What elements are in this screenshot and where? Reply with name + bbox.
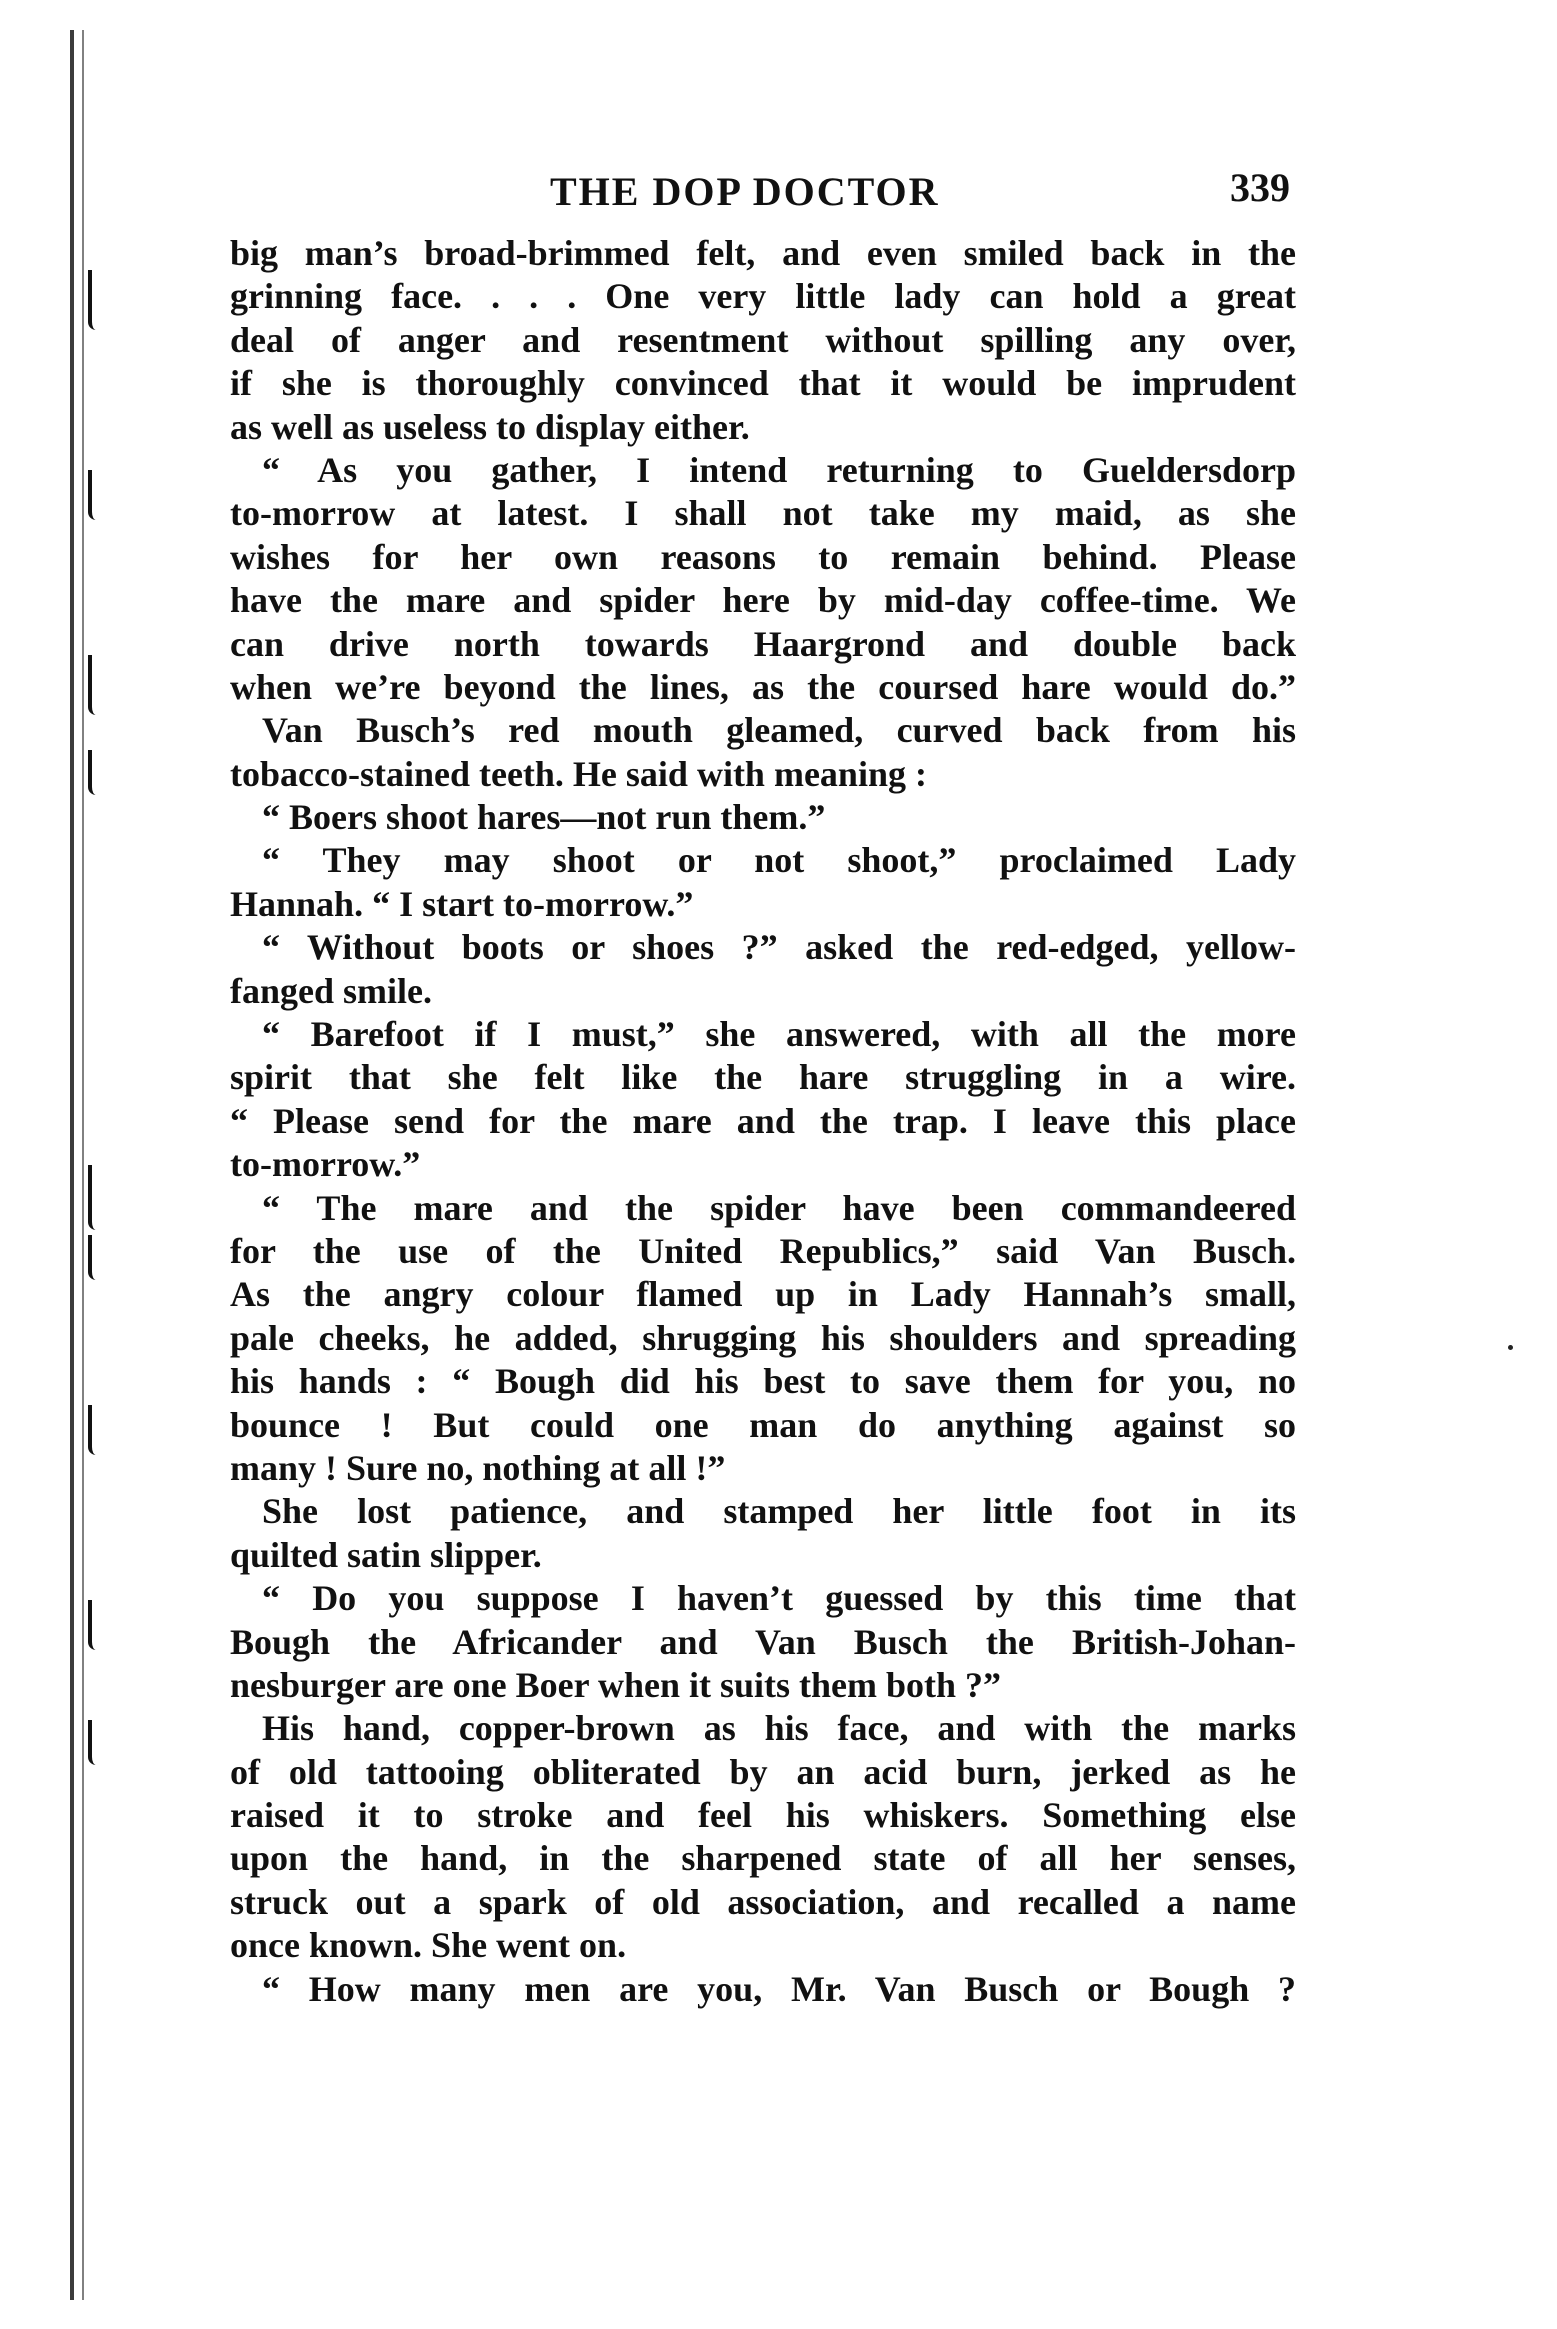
text-line: struck out a spark of old association, and recalled a name xyxy=(230,1881,1296,1922)
binding-edge-line xyxy=(70,30,74,2300)
binding-mark xyxy=(88,655,99,715)
text-line: “ How many men are you, Mr. Van Busch or Bough ? xyxy=(262,1968,1296,2009)
text-line: “ As you gather, I intend returning to Gueldersdorp xyxy=(262,449,1296,490)
text-line: “ They may shoot or not shoot,” proclaimed Lady xyxy=(262,840,1296,881)
binding-mark xyxy=(88,750,99,795)
running-head xyxy=(230,165,1290,228)
text-line: pale cheeks, he added, shrugging his shoulders and spreading xyxy=(230,1317,1296,1358)
text-line: for the use of the United Republics,” said Van Busch. xyxy=(230,1230,1296,1271)
binding-mark xyxy=(88,270,99,330)
text-line: upon the hand, in the sharpened state of all her senses, xyxy=(230,1838,1296,1879)
text-line: as well as useless to display either. xyxy=(230,406,750,447)
text-line: quilted satin slipper. xyxy=(230,1534,542,1575)
text-line: Bough the Africander and Van Busch the British-Johan- xyxy=(230,1621,1296,1662)
binding-edge-shadow xyxy=(82,30,84,2300)
text-line: She lost patience, and stamped her little foot in its xyxy=(262,1491,1296,1532)
running-title: THE DOP DOCTOR xyxy=(550,169,940,214)
text-line: tobacco-stained teeth. He said with meaning : xyxy=(230,753,927,794)
binding-mark xyxy=(88,1405,99,1455)
text-line: to-morrow.” xyxy=(230,1144,421,1185)
text-line: of old tattooing obliterated by an acid burn, jerked as he xyxy=(230,1751,1296,1792)
text-line: wishes for her own reasons to remain behind. Please xyxy=(230,536,1296,577)
text-line: “ Do you suppose I haven’t guessed by this time that xyxy=(262,1578,1296,1619)
text-line: “ Barefoot if I must,” she answered, with all the more xyxy=(262,1014,1296,1055)
text-line: “ Without boots or shoes ?” asked the red-edged, yellow- xyxy=(262,927,1296,968)
text-line: nesburger are one Boer when it suits them both ?” xyxy=(230,1664,1002,1705)
text-line: grinning face. . . . One very little lady can hold a great xyxy=(230,276,1296,317)
body-text xyxy=(230,232,1296,2011)
text-line: As the angry colour flamed up in Lady Hannah’s small, xyxy=(230,1274,1296,1315)
text-line: his hands : “ Bough did his best to save them for you, no xyxy=(230,1361,1296,1402)
text-line: His hand, copper-brown as his face, and with the marks xyxy=(262,1708,1296,1749)
text-line: if she is thoroughly convinced that it would be imprudent xyxy=(230,363,1296,404)
text-line: can drive north towards Haargrond and double back xyxy=(230,623,1296,664)
ink-speck xyxy=(1508,1345,1513,1350)
binding-mark xyxy=(88,1600,99,1650)
text-line: bounce ! But could one man do anything against so xyxy=(230,1404,1296,1445)
text-line: many ! Sure no, nothing at all !” xyxy=(230,1447,726,1488)
binding-mark xyxy=(88,1165,99,1230)
text-line: big man’s broad-brimmed felt, and even smiled back in the xyxy=(230,233,1296,273)
text-line: raised it to stroke and feel his whiskers. Something else xyxy=(230,1795,1296,1836)
text-line: have the mare and spider here by mid-day coffee-time. We xyxy=(230,580,1296,621)
text-line: Hannah. “ I start to-morrow.” xyxy=(230,883,694,924)
text-line: “ Please send for the mare and the trap. I leave this place xyxy=(230,1100,1296,1141)
text-line: deal of anger and resentment without spilling any over, xyxy=(230,319,1296,360)
text-line: spirit that she felt like the hare struggling in a wire. xyxy=(230,1057,1296,1098)
text-line: “ The mare and the spider have been commandeered xyxy=(262,1187,1296,1228)
text-line: fanged smile. xyxy=(230,970,432,1011)
page-number: 339 xyxy=(1230,165,1290,210)
text-line: to-morrow at latest. I shall not take my maid, as she xyxy=(230,493,1296,534)
text-line: Van Busch’s red mouth gleamed, curved back from his xyxy=(262,710,1296,751)
binding-mark xyxy=(88,1235,99,1280)
text-line: “ Boers shoot hares—not run them.” xyxy=(262,797,826,838)
text-line: once known. She went on. xyxy=(230,1925,627,1966)
binding-mark xyxy=(88,470,99,520)
binding-mark xyxy=(88,1720,99,1765)
text-line: when we’re beyond the lines, as the coursed hare would do.” xyxy=(230,666,1296,707)
